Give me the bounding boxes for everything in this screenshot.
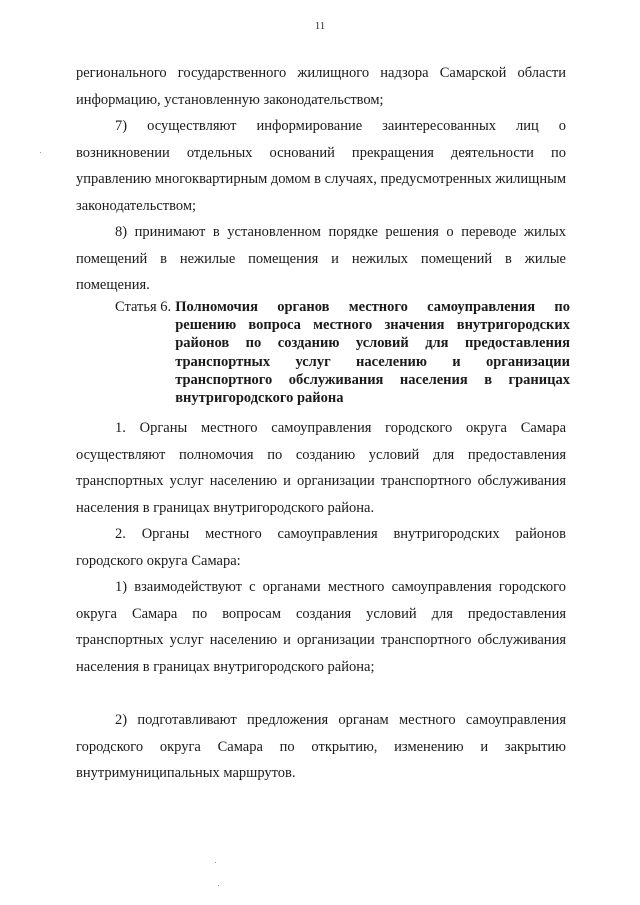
paragraph-item-8: 8) принимают в установленном порядке решения о переводе жилых помещений в нежилые помещения и нежилых помещений в жилые помещения.	[76, 224, 566, 293]
article-heading	[115, 298, 570, 407]
scan-speck	[40, 152, 41, 153]
paragraph-subitem-2: 2) подготавливают предложения органам местного самоуправления городского округа Самара по открытию, изменению и закрытию внутримуниципальных маршрутов.	[76, 712, 566, 781]
page-number: 11	[314, 20, 326, 32]
article-label: Статья 6.	[115, 299, 172, 315]
scan-speck	[218, 885, 219, 886]
article-title: Полномочия органов местного самоуправления по решению вопроса местного значения внутригородских районов по созданию условий для предоставления транспортных услуг населению и организации транспортного обслуживания населения в границах внутригородского района	[175, 299, 570, 407]
paragraph-clause-1: 1. Органы местного самоуправления городского округа Самара осуществляют полномочия по созданию условий для предоставления транспортных услуг населению и организации транспортного обслуживания населения в границах внутригородского района.	[76, 420, 566, 516]
paragraph-item-7: 7) осуществляют информирование заинтересованных лиц о возникновении отдельных оснований прекращения деятельности по управлению многоквартирным домом в случаях, предусмотренных жилищным законодательством;	[76, 118, 566, 214]
paragraph-clause-2: 2. Органы местного самоуправления внутригородских районов городского округа Самара:	[76, 526, 566, 569]
scan-speck	[215, 862, 216, 863]
paragraph-continuation: регионального государственного жилищного надзора Самарской области информацию, установленную законодательством;	[76, 65, 566, 108]
paragraph-subitem-1: 1) взаимодействуют с органами местного самоуправления городского округа Самара по вопросам создания условий для предоставления транспортных услуг населению и организации транспортного обслуживания населения в границах внутригородского района;	[76, 579, 566, 675]
